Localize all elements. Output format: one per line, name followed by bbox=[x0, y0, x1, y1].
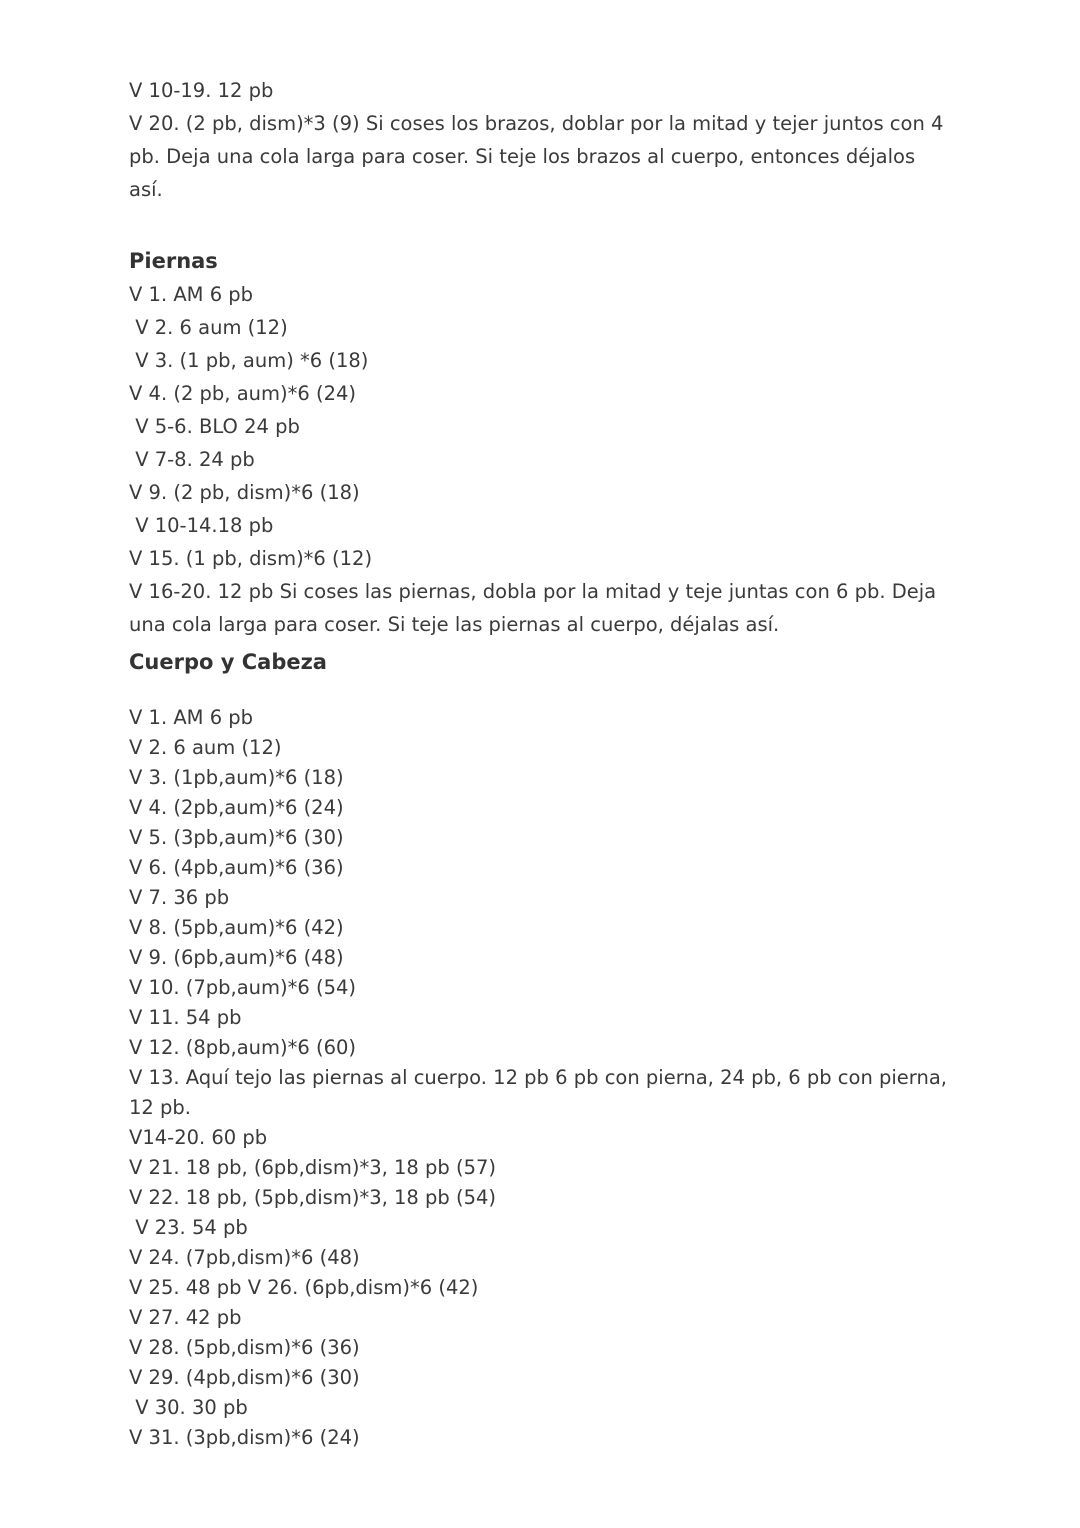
round-line: V 24. (7pb,dism)*6 (48) bbox=[129, 1246, 360, 1269]
section-heading-cuerpo-y-cabeza: Cuerpo y Cabeza bbox=[129, 650, 327, 674]
round-line: V 13. Aquí tejo las piernas al cuerpo. 12 pb 6 pb con pierna, 24 pb, 6 pb con pierna, 12 pb. bbox=[129, 1066, 954, 1119]
round-line: V 5. (3pb,aum)*6 (30) bbox=[129, 826, 344, 849]
round-line: V 5-6. BLO 24 pb bbox=[129, 415, 300, 438]
brazos-continuation bbox=[129, 74, 949, 206]
round-line: V14-20. 60 pb bbox=[129, 1126, 268, 1149]
round-line: V 21. 18 pb, (6pb,dism)*3, 18 pb (57) bbox=[129, 1156, 496, 1179]
round-line: V 7-8. 24 pb bbox=[129, 448, 255, 471]
round-line: V 10. (7pb,aum)*6 (54) bbox=[129, 976, 357, 999]
round-line: V 9. (6pb,aum)*6 (48) bbox=[129, 946, 344, 969]
round-line: V 28. (5pb,dism)*6 (36) bbox=[129, 1336, 360, 1359]
round-line: V 12. (8pb,aum)*6 (60) bbox=[129, 1036, 357, 1059]
round-line: V 31. (3pb,dism)*6 (24) bbox=[129, 1426, 360, 1449]
document-page bbox=[129, 74, 954, 1453]
round-line: V 6. (4pb,aum)*6 (36) bbox=[129, 856, 344, 879]
round-line: V 4. (2 pb, aum)*6 (24) bbox=[129, 382, 357, 405]
round-line: V 10-19. 12 pb bbox=[129, 79, 274, 102]
round-line: V 3. (1 pb, aum) *6 (18) bbox=[129, 349, 369, 372]
section-heading-piernas: Piernas bbox=[129, 249, 218, 273]
round-line: V 1. AM 6 pb bbox=[129, 706, 254, 729]
round-paragraph: V 16-20. 12 pb Si coses las piernas, dobla por la mitad y teje juntas con 6 pb. Deja una cola larga para coser. Si teje las piernas al cuerpo, déjalas así. bbox=[129, 580, 937, 636]
round-line: V 22. 18 pb, (5pb,dism)*3, 18 pb (54) bbox=[129, 1186, 496, 1209]
round-line: V 30. 30 pb bbox=[129, 1396, 248, 1419]
cuerpo-list bbox=[129, 703, 954, 1453]
round-line: V 2. 6 aum (12) bbox=[129, 316, 288, 339]
round-line: V 23. 54 pb bbox=[129, 1216, 248, 1239]
round-line: V 25. 48 pb V 26. (6pb,dism)*6 (42) bbox=[129, 1276, 479, 1299]
round-line: V 7. 36 pb bbox=[129, 886, 230, 909]
round-line: V 3. (1pb,aum)*6 (18) bbox=[129, 766, 344, 789]
round-paragraph: V 20. (2 pb, dism)*3 (9) Si coses los brazos, doblar por la mitad y tejer juntos con 4 pb. Deja una cola larga para coser. Si teje los brazos al cuerpo, entonces déjalos así. bbox=[129, 112, 944, 201]
round-line: V 29. (4pb,dism)*6 (30) bbox=[129, 1366, 360, 1389]
round-line: V 27. 42 pb bbox=[129, 1306, 242, 1329]
round-line: V 11. 54 pb bbox=[129, 1006, 242, 1029]
round-line: V 15. (1 pb, dism)*6 (12) bbox=[129, 547, 373, 570]
round-line: V 2. 6 aum (12) bbox=[129, 736, 282, 759]
round-line: V 1. AM 6 pb bbox=[129, 283, 254, 306]
round-line: V 8. (5pb,aum)*6 (42) bbox=[129, 916, 344, 939]
round-line: V 9. (2 pb, dism)*6 (18) bbox=[129, 481, 360, 504]
round-line: V 4. (2pb,aum)*6 (24) bbox=[129, 796, 344, 819]
piernas-list bbox=[129, 278, 949, 641]
round-line: V 10-14.18 pb bbox=[129, 514, 274, 537]
